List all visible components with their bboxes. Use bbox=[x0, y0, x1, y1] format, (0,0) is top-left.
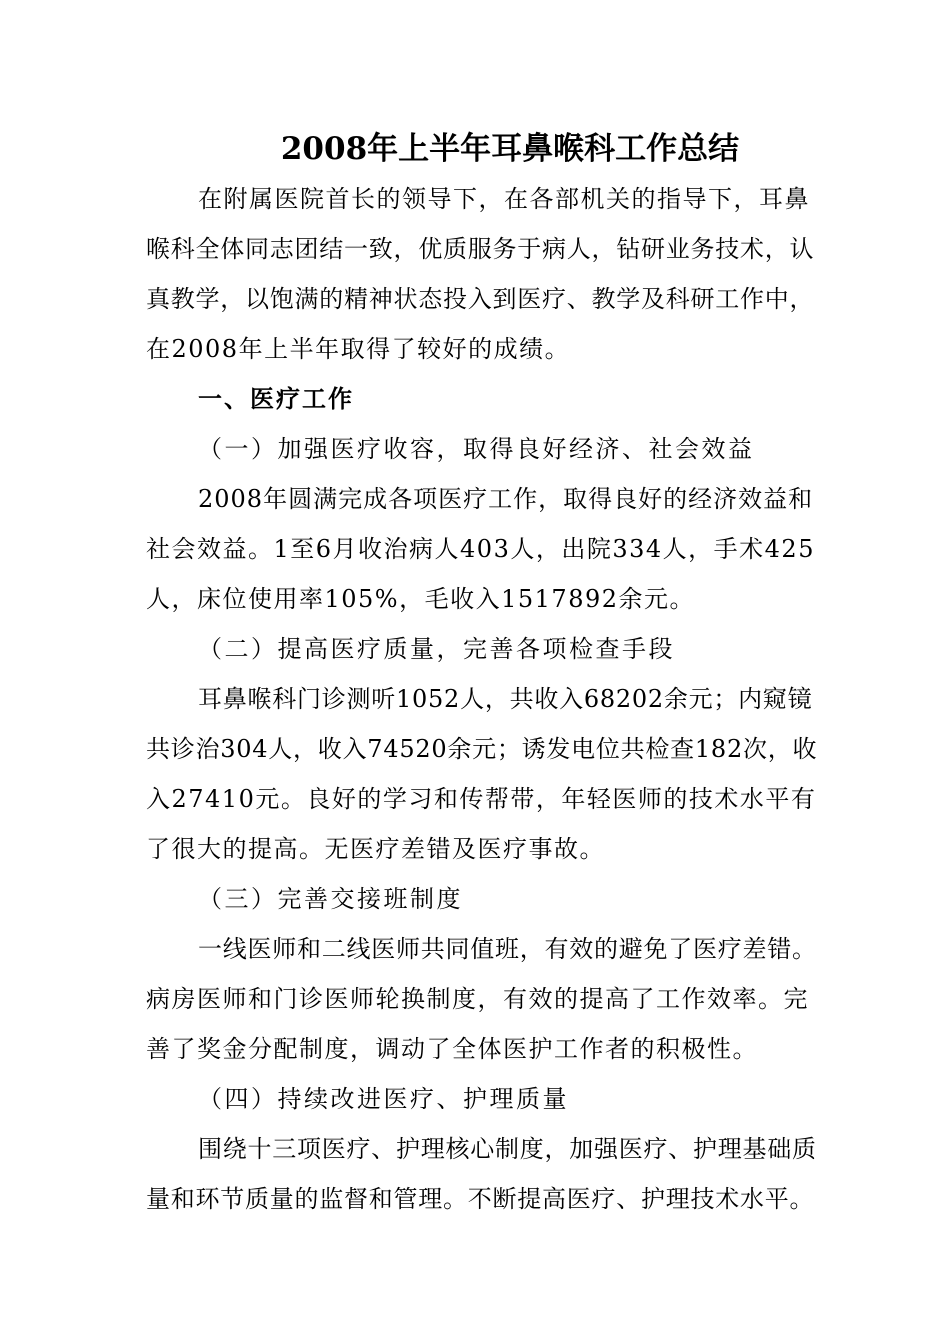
paragraph-line: 人，床位使用率105%，毛收入1517892余元。 bbox=[146, 585, 695, 613]
subsection-heading: （四）持续改进医疗、护理质量 bbox=[198, 1085, 569, 1113]
paragraph-line: 在附属医院首长的领导下，在各部机关的指导下，耳鼻 bbox=[198, 185, 810, 213]
paragraph-line: 病房医师和门诊医师轮换制度，有效的提高了工作效率。完 bbox=[146, 985, 809, 1013]
subsection-heading: （二）提高医疗质量，完善各项检查手段 bbox=[198, 635, 675, 663]
paragraph-line: 耳鼻喉科门诊测听1052人，共收入68202余元；内窥镜 bbox=[198, 685, 813, 713]
paragraph-line: 2008年圆满完成各项医疗工作，取得良好的经济效益和 bbox=[198, 485, 814, 513]
section-heading: 一、医疗工作 bbox=[198, 384, 354, 413]
paragraph-line: 在2008年上半年取得了较好的成绩。 bbox=[146, 335, 571, 363]
paragraph-line: 围绕十三项医疗、护理核心制度，加强医疗、护理基础质 bbox=[198, 1135, 817, 1163]
paragraph-line: 喉科全体同志团结一致，优质服务于病人，钻研业务技术，认 bbox=[146, 235, 815, 263]
paragraph-line: 社会效益。1至6月收治病人403人，出院334人，手术425 bbox=[146, 535, 815, 563]
paragraph-line: 入27410元。良好的学习和传帮带，年轻医师的技术水平有 bbox=[146, 785, 817, 813]
paragraph-line: 一线医师和二线医师共同值班，有效的避免了医疗差错。 bbox=[198, 935, 817, 963]
paragraph-line: 量和环节质量的监督和管理。不断提高医疗、护理技术水平。 bbox=[146, 1185, 815, 1213]
document-body bbox=[146, 174, 818, 1224]
subsection-heading: （一）加强医疗收容，取得良好经济、社会效益 bbox=[198, 435, 755, 463]
subsection-heading: （三）完善交接班制度 bbox=[198, 885, 463, 913]
paragraph-line: 共诊治304人，收入74520余元；诱发电位共检查182次，收 bbox=[146, 735, 818, 763]
document-title: 2008年上半年耳鼻喉科工作总结 bbox=[280, 131, 740, 167]
paragraph-line: 善了奖金分配制度，调动了全体医护工作者的积极性。 bbox=[146, 1035, 758, 1063]
paragraph-line: 了很大的提高。无医疗差错及医疗事故。 bbox=[146, 835, 605, 863]
paragraph-line: 真教学，以饱满的精神状态投入到医疗、教学及科研工作中， bbox=[146, 285, 815, 313]
